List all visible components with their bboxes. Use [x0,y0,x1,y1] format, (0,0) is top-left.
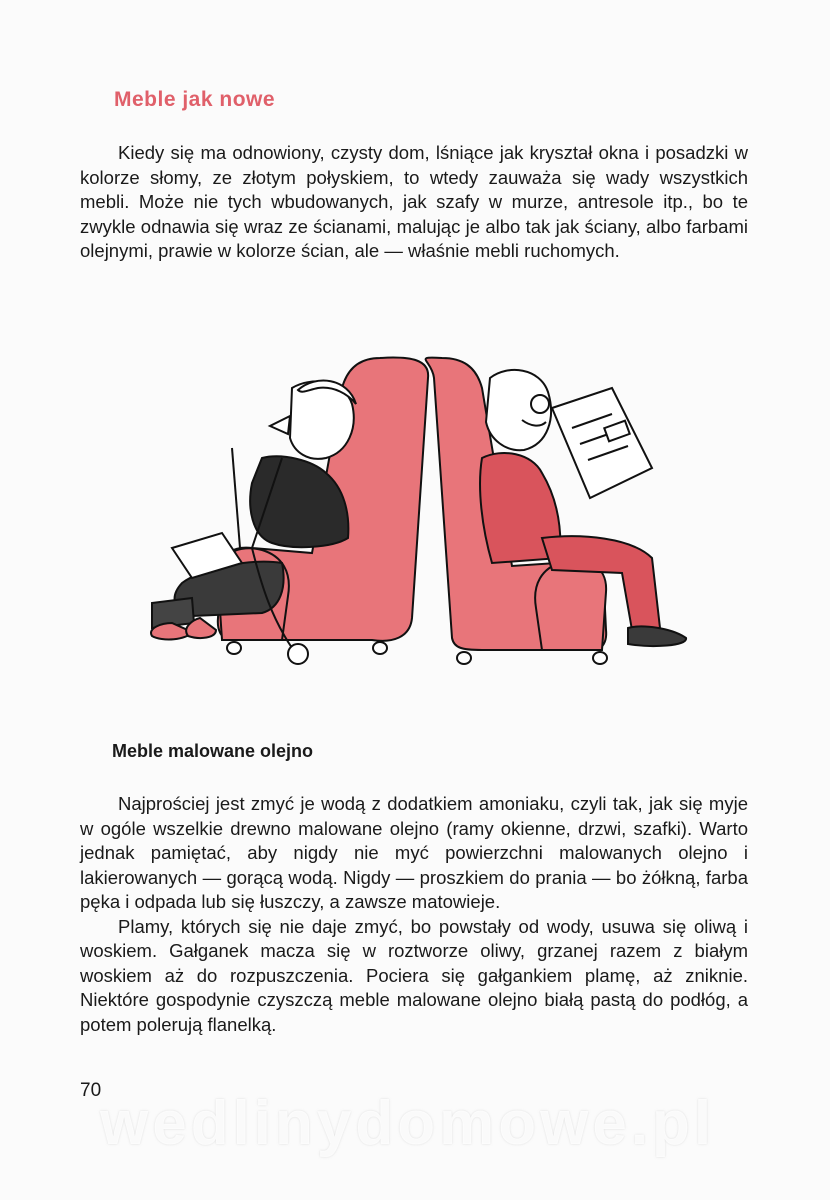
subsection-title: Meble malowane olejno [112,741,314,761]
armchairs-illustration [112,348,712,678]
intro-paragraph [80,141,748,264]
body-paragraph-1: Najprościej jest zmyć je wodą z dodatkiem amoniaku, czyli tak, jak się myje w ogóle wszelkie drewno malowane olejno (ramy okienne, drzwi, szafki). Warto jednak pamiętać, aby nigdy nie myć powierzchni malowanych olejno i lakierowanych — gorącą wodą. Nigdy — proszkiem do prania — bo żółkną, farba pęka i odpada lub się łuszczy, a zawsze matowieje. [80,793,748,912]
body-paragraph-2: Plamy, których się nie daje zmyć, bo powstały od wody, usuwa się oliwą i woskiem. Gałganek macza się w roztworze oliwy, grzanej razem z białym woskiem aż do rozpuszczenia. Pociera się gałgankiem plamę, aż zniknie. Niektóre gospodynie czyszczą meble malowane olejno białą pastą do podłóg, a potem polerują flanelką. [80,915,748,1035]
body-paragraphs [80,792,748,1037]
page-number: 70 [80,1080,102,1101]
section-title: Meble jak nowe [114,88,276,111]
intro-text: Kiedy się ma odnowiony, czysty dom, lśniące jak kryształ okna i posadzki w kolorze słomy, ze złotym połyskiem, to wtedy zauważa się wady wszystkich mebli. Może nie tych wbudowanych, jak szafy w murze, antresole itp., bo te zwykle odnawia się wraz ze ścianami, malując je albo tak jak ściany, albo farbami olejnymi, prawie w kolorze ścian, ale — właśnie mebli ruchomych. [80,142,748,261]
watermark-text: wedlinydomowe.pl [100,1089,716,1158]
